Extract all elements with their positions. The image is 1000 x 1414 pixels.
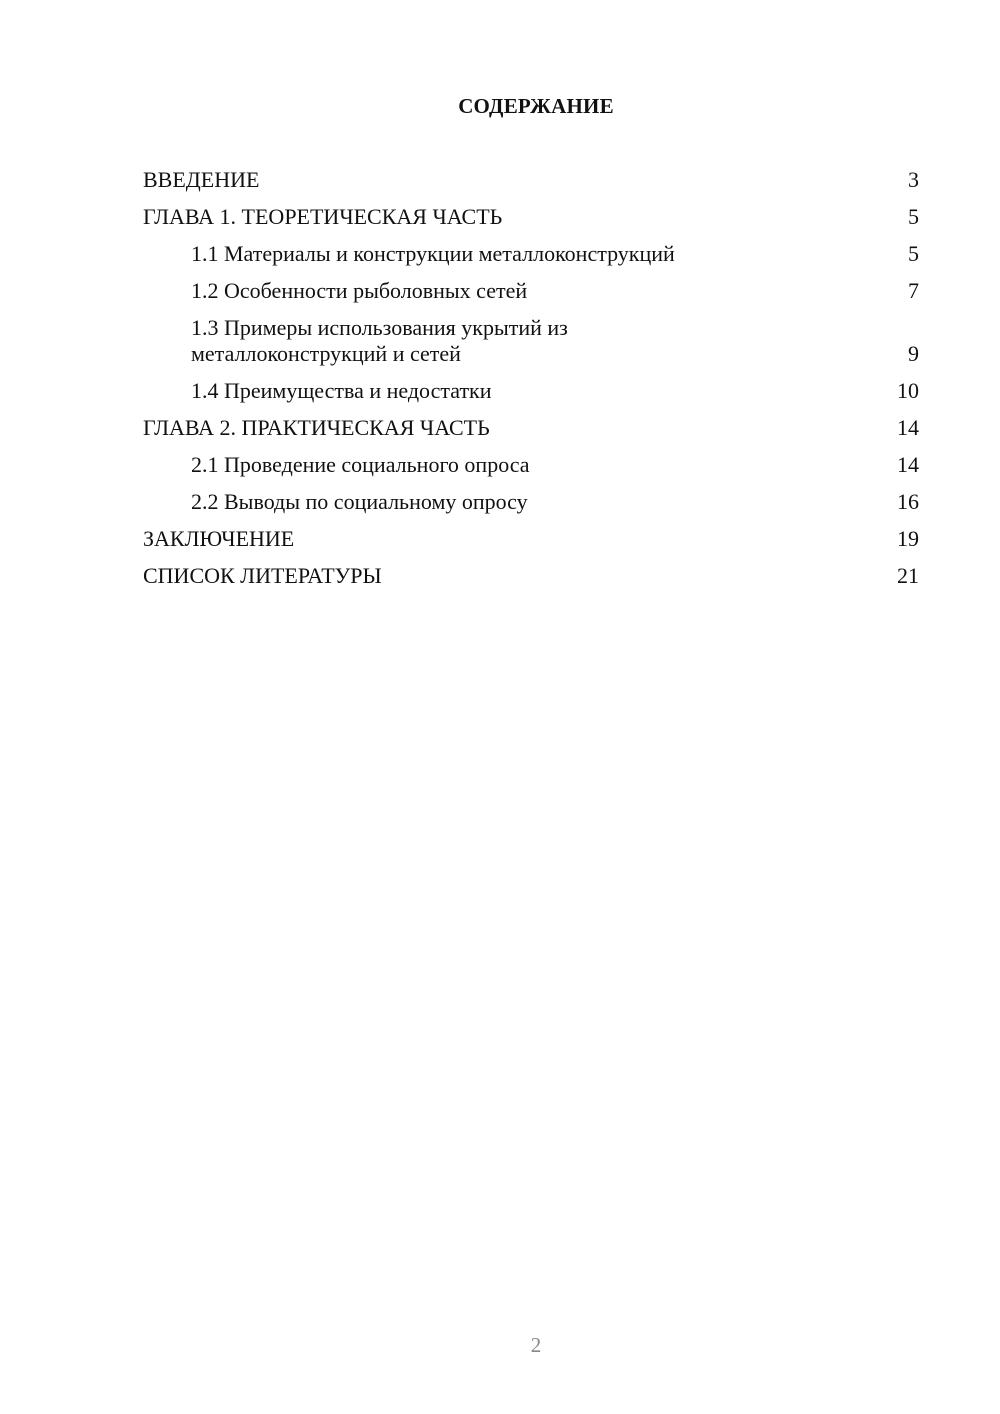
toc-entry-page: 9 xyxy=(908,341,919,366)
toc-entry-title: ВВЕДЕНИЕ xyxy=(143,167,260,192)
toc-entry-title: 1.2 Особенности рыболовных сетей xyxy=(191,278,528,303)
toc-entry-section-2-1[interactable] xyxy=(143,452,919,478)
toc-entry-title: 1.3 Примеры использования укрытий из металлоконструкций и сетей xyxy=(191,315,568,366)
toc-entry-page: 16 xyxy=(897,489,919,514)
toc-entry-page: 19 xyxy=(897,526,919,551)
toc-entry-introduction[interactable] xyxy=(143,167,919,193)
toc-entry-bibliography[interactable] xyxy=(143,563,919,589)
toc-entry-title: 2.1 Проведение социального опроса xyxy=(191,452,530,477)
toc-entry-chapter-2[interactable] xyxy=(143,415,919,441)
toc-entry-section-1-2[interactable] xyxy=(143,278,919,304)
toc-entry-title: СПИСОК ЛИТЕРАТУРЫ xyxy=(143,563,382,588)
toc-entry-title: ГЛАВА 1. ТЕОРЕТИЧЕСКАЯ ЧАСТЬ xyxy=(143,204,503,229)
toc-entry-page: 5 xyxy=(908,241,919,266)
toc-entry-title: 2.2 Выводы по социальному опросу xyxy=(191,489,528,514)
page-title: СОДЕРЖАНИЕ xyxy=(458,94,614,118)
toc-entry-page: 21 xyxy=(897,563,919,588)
toc-entry-title: 1.4 Преимущества и недостатки xyxy=(191,378,492,403)
toc-entry-page: 14 xyxy=(897,415,919,440)
toc-entry-title: 1.1 Материалы и конструкции металлоконструкций xyxy=(191,241,675,266)
toc-entry-section-2-2[interactable] xyxy=(143,489,919,515)
toc-entry-page: 10 xyxy=(897,378,919,403)
toc-entry-page: 14 xyxy=(897,452,919,477)
toc-entry-page: 5 xyxy=(908,204,919,229)
toc-entry-section-1-1[interactable] xyxy=(143,241,919,267)
table-of-contents xyxy=(143,167,919,600)
toc-entry-section-1-4[interactable] xyxy=(143,378,919,404)
toc-entry-section-1-3[interactable] xyxy=(143,315,919,367)
page-number: 2 xyxy=(530,1333,542,1357)
toc-entry-page: 3 xyxy=(908,167,919,192)
toc-entry-title: ГЛАВА 2. ПРАКТИЧЕСКАЯ ЧАСТЬ xyxy=(143,415,490,440)
toc-entry-page: 7 xyxy=(908,278,919,303)
toc-entry-conclusion[interactable] xyxy=(143,526,919,552)
toc-entry-chapter-1[interactable] xyxy=(143,204,919,230)
toc-entry-title: ЗАКЛЮЧЕНИЕ xyxy=(143,526,295,551)
